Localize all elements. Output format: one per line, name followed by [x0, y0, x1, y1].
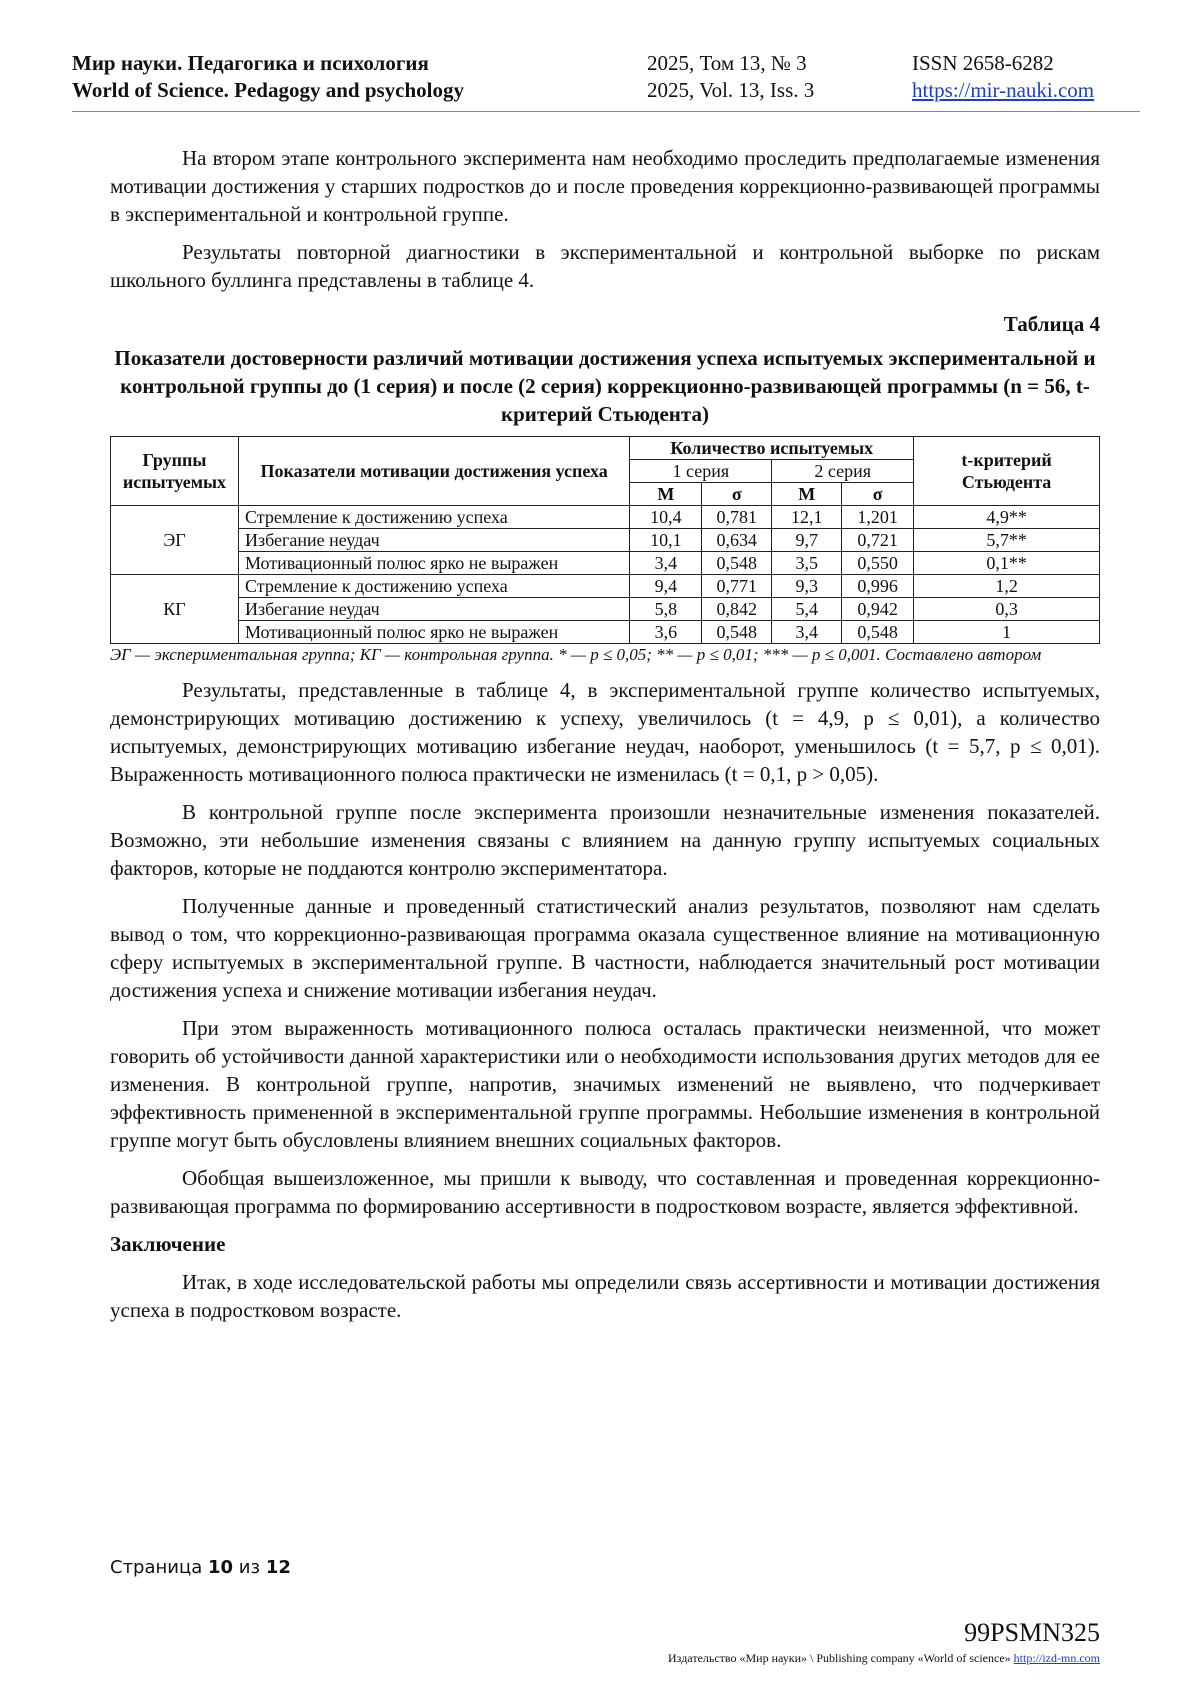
header-indicators: Показатели мотивации достижения успеха: [238, 437, 629, 506]
paragraph: В контрольной группе после эксперимента произошли незначительные изменения показателей. Возможно, эти небольшие изменения связаны с влиянием на данную группу испытуемых социальных факторов, которые не поддаются контролю экспериментатора.: [110, 800, 1100, 880]
header-mean: M: [630, 483, 702, 506]
t-value-cell: 0,3: [914, 598, 1100, 621]
t-value-cell: 0,1**: [914, 552, 1100, 575]
value-cell: 0,548: [842, 621, 914, 644]
table-row: [111, 575, 1100, 598]
value-cell: 3,6: [630, 621, 702, 644]
header-count: Количество испытуемых: [630, 437, 914, 460]
indicator-cell: Избегание неудач: [238, 598, 629, 621]
value-cell: 5,8: [630, 598, 702, 621]
table-row: [111, 552, 1100, 575]
value-cell: 0,842: [702, 598, 772, 621]
value-cell: 0,996: [842, 575, 914, 598]
value-cell: 0,550: [842, 552, 914, 575]
conclusion-paragraph: Итак, в ходе исследовательской работы мы определили связь ассертивности и мотивации достижения успеха в подростковом возрасте.: [110, 1270, 1100, 1322]
page-total: 12: [265, 1557, 291, 1578]
paragraph: Результаты, представленные в таблице 4, в экспериментальной группе количество испытуемых, демонстрирующих мотивацию достижению к успеху, увеличилось (t = 4,9, p ≤ 0,01), а количество испытуемых, демонстрирующих мотивацию избегание неудач, наоборот, уменьшилось (t = 5,7, p ≤ 0,01). Выраженность мотивационного полюса практически не изменилась (t = 0,1, p > 0,05).: [110, 678, 1100, 786]
value-cell: 10,1: [630, 529, 702, 552]
value-cell: 1,201: [842, 506, 914, 529]
paragraph: Полученные данные и проведенный статистический анализ результатов, позволяют нам сделать вывод о том, что коррекционно-развивающая программа оказала существенное влияние на мотивационную сферу испытуемых в экспериментальной группе. В частности, наблюдается значительный рост мотивации достижения успеха и снижение мотивации избегания неудач.: [110, 894, 1100, 1002]
publisher-link[interactable]: http://izd-mn.com: [1013, 1651, 1100, 1665]
page-label: Страница: [110, 1557, 203, 1578]
publisher-line: [668, 1651, 1100, 1666]
issn-block: [912, 50, 1094, 104]
issue-block: [647, 50, 814, 104]
table-row: [111, 529, 1100, 552]
value-cell: 0,548: [702, 552, 772, 575]
article-body: [110, 144, 1100, 1334]
group-name: ЭГ: [111, 506, 239, 575]
table-row: [111, 598, 1100, 621]
paragraph: При этом выраженность мотивационного полюса осталась практически неизменной, что может говорить об устойчивости данной характеристики или о необходимости использования других методов для ее изменения. В контрольной группе, напротив, значимых изменений не выявлено, что подчеркивает эффективность примененной в экспериментальной группе программы. Небольшие изменения в контрольной группе могут быть обусловлены влиянием внешних социальных факторов.: [110, 1016, 1100, 1152]
journal-title-block: [72, 50, 464, 104]
indicator-cell: Стремление к достижению успеха: [238, 575, 629, 598]
results-table: [110, 436, 1100, 644]
value-cell: 12,1: [772, 506, 842, 529]
value-cell: 9,7: [772, 529, 842, 552]
t-value-cell: 1: [914, 621, 1100, 644]
value-cell: 0,548: [702, 621, 772, 644]
group-name: КГ: [111, 575, 239, 644]
journal-title-en: World of Science. Pedagogy and psychology: [72, 78, 465, 102]
indicator-cell: Мотивационный полюс ярко не выражен: [238, 621, 629, 644]
value-cell: 0,942: [842, 598, 914, 621]
value-cell: 9,4: [630, 575, 702, 598]
value-cell: 0,634: [702, 529, 772, 552]
value-cell: 3,5: [772, 552, 842, 575]
journal-header: [72, 50, 1140, 110]
indicator-cell: Стремление к достижению успеха: [238, 506, 629, 529]
header-groups: Группы испытуемых: [111, 437, 239, 506]
header-sigma: σ: [702, 483, 772, 506]
value-cell: 3,4: [630, 552, 702, 575]
header-mean: M: [772, 483, 842, 506]
issue-en: 2025, Vol. 13, Iss. 3: [647, 78, 815, 102]
issn: ISSN 2658-6282: [912, 51, 1054, 75]
conclusion-heading: Заключение: [110, 1232, 226, 1256]
value-cell: 9,3: [772, 575, 842, 598]
value-cell: 10,4: [630, 506, 702, 529]
page-counter: [110, 1557, 291, 1578]
t-value-cell: 4,9**: [914, 506, 1100, 529]
indicator-cell: Мотивационный полюс ярко не выражен: [238, 552, 629, 575]
paragraph: Результаты повторной диагностики в экспериментальной и контрольной выборке по рискам школьного буллинга представлены в таблице 4.: [110, 240, 1100, 292]
table-row: [111, 506, 1100, 529]
header-series-1: 1 серия: [630, 460, 772, 483]
header-divider: [72, 111, 1140, 112]
page-of: из: [238, 1557, 261, 1578]
header-sigma: σ: [842, 483, 914, 506]
publisher-name: Издательство «Мир науки» \ Publishing company «World of science»: [668, 1651, 1011, 1665]
indicator-cell: Избегание неудач: [238, 529, 629, 552]
header-t-test: t-критерий Стьюдента: [914, 437, 1100, 506]
value-cell: 3,4: [772, 621, 842, 644]
table-note: ЭГ — экспериментальная группа; КГ — контрольная группа. * — p ≤ 0,05; ** — p ≤ 0,01; *** — p ≤ 0,001. Составлено автором: [110, 645, 1042, 664]
article-code: 99PSMN325: [964, 1618, 1100, 1647]
table-title: Показатели достоверности различий мотивации достижения успеха испытуемых экспериментальной и контрольной группы до (1 серия) и после (2 серия) коррекционно-развивающей программы (n = 56, t-критерий Стьюдента): [114, 346, 1096, 426]
t-value-cell: 5,7**: [914, 529, 1100, 552]
value-cell: 0,771: [702, 575, 772, 598]
table-row: [111, 621, 1100, 644]
issue-ru: 2025, Том 13, № 3: [647, 51, 807, 75]
t-value-cell: 1,2: [914, 575, 1100, 598]
paragraph: На втором этапе контрольного эксперимента нам необходимо проследить предполагаемые изменения мотивации достижения у старших подростков до и после проведения коррекционно-развивающей программы в экспериментальной и контрольной группе.: [110, 146, 1100, 226]
page-current: 10: [208, 1557, 234, 1578]
value-cell: 5,4: [772, 598, 842, 621]
header-series-2: 2 серия: [772, 460, 914, 483]
journal-url-link[interactable]: https://mir-nauki.com: [912, 78, 1095, 102]
value-cell: 0,721: [842, 529, 914, 552]
table-number: Таблица 4: [1003, 312, 1100, 336]
value-cell: 0,781: [702, 506, 772, 529]
paragraph: Обобщая вышеизложенное, мы пришли к выводу, что составленная и проведенная коррекционно-развивающая программа по формированию ассертивности в подростковом возрасте, является эффективной.: [110, 1166, 1100, 1218]
journal-title-ru: Мир науки. Педагогика и психология: [72, 51, 429, 75]
